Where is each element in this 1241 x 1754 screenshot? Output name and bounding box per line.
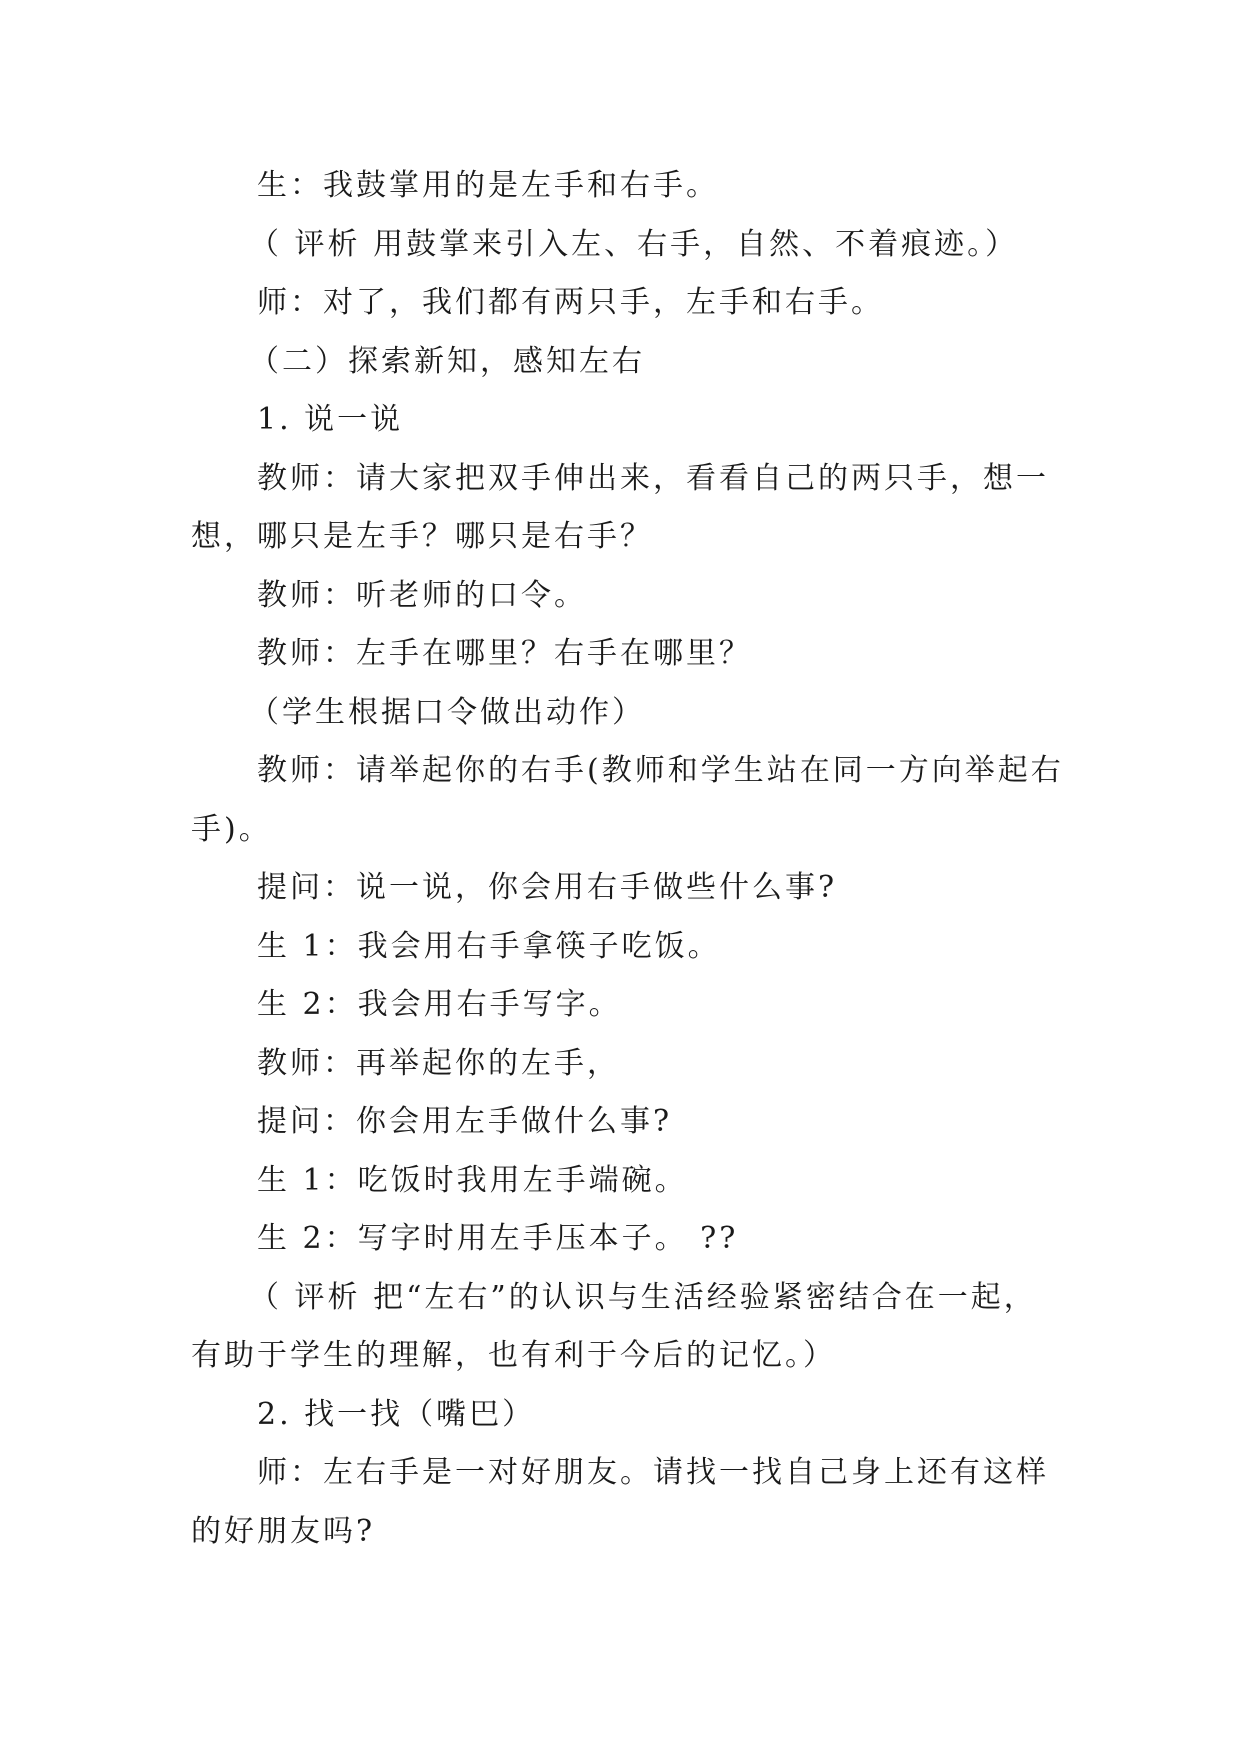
- paragraph: 生 1：我会用右手拿筷子吃饭。: [257, 928, 721, 964]
- paragraph: （ 评析 把“左右”的认识与生活经验紧密结合在一起，有助于学生的理解，也有利于今后的记忆。）: [191, 1279, 1037, 1373]
- subsection-heading: 1. 说一说: [257, 402, 404, 437]
- document-body: [191, 157, 1066, 1561]
- paragraph: 教师：听老师的口令。: [257, 577, 587, 613]
- paragraph: 提问：你会用左手做什么事?: [257, 1104, 673, 1139]
- paragraph: 生 1：吃饭时我用左手端碗。: [257, 1162, 688, 1198]
- paragraph: （学生根据口令做出动作）: [249, 694, 645, 730]
- paragraph: 教师：左手在哪里？右手在哪里？: [257, 636, 752, 671]
- paragraph: （ 评析 用鼓掌来引入左、右手，自然、不着痕迹。）: [249, 226, 1019, 262]
- paragraph: 教师：请大家把双手伸出来，看看自己的两只手，想一想，哪只是左手？哪只是右手？: [191, 460, 1049, 554]
- paragraph: 生：我鼓掌用的是左手和右手。: [257, 168, 719, 203]
- paragraph: 教师：再举起你的左手，: [257, 1045, 620, 1081]
- paragraph: 教师：请举起你的右手(教师和学生站在同一方向举起右手)。: [191, 753, 1064, 847]
- paragraph: 师：对了，我们都有两只手，左手和右手。: [257, 285, 884, 320]
- paragraph: 生 2：我会用右手写字。: [257, 987, 622, 1022]
- section-heading: （二）探索新知，感知左右: [249, 343, 645, 379]
- subsection-heading: 2. 找一找（嘴巴）: [257, 1396, 536, 1432]
- paragraph: 师：左右手是一对好朋友。请找一找自己身上还有这样的好朋友吗?: [191, 1455, 1049, 1549]
- paragraph: 生 2：写字时用左手压本子。 ??: [257, 1221, 739, 1256]
- paragraph: 提问：说一说，你会用右手做些什么事?: [257, 870, 838, 905]
